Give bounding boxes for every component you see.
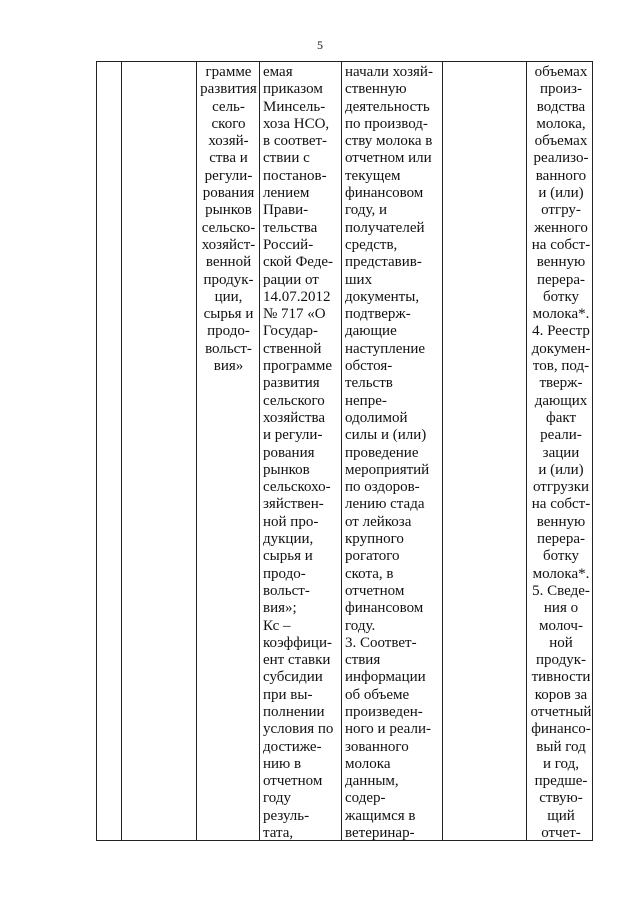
cell-text-line: отчет- bbox=[541, 825, 581, 842]
cell-text-line: ванного bbox=[535, 167, 587, 184]
cell-text-line: тата, bbox=[263, 825, 294, 842]
cell-text-line: Минсель- bbox=[263, 98, 326, 115]
cell-text-line: факт bbox=[545, 409, 577, 426]
cell-text-line: перера- bbox=[537, 271, 585, 288]
cell-text-line: мероприятий bbox=[345, 461, 430, 478]
cell-text-line: отчетном или bbox=[345, 150, 432, 167]
cell-text-line: продук- bbox=[535, 652, 586, 669]
column-7-text bbox=[530, 64, 592, 842]
cell-text-line: вия»; bbox=[263, 600, 297, 617]
cell-text-line: Государ- bbox=[263, 323, 319, 340]
cell-text-line: ствии с bbox=[263, 150, 310, 167]
cell-text-line: полнении bbox=[263, 703, 325, 720]
cell-text-line: ших bbox=[345, 271, 373, 288]
cell-text-line: финансовом bbox=[345, 600, 424, 617]
cell-text-line: ент ставки bbox=[263, 652, 331, 669]
cell-text-line: ственную bbox=[345, 81, 407, 98]
cell-text-line: сельско- bbox=[201, 219, 256, 236]
cell-text-line: резуль- bbox=[263, 807, 310, 824]
cell-text-line: на собст- bbox=[531, 236, 591, 253]
cell-text-line: сель- bbox=[212, 98, 245, 115]
cell-text-line: об объеме bbox=[345, 686, 410, 703]
cell-text-line: ственной bbox=[263, 340, 322, 357]
cell-text-line: ботку bbox=[542, 548, 580, 565]
table-column-6 bbox=[443, 62, 527, 840]
cell-text-line: подтверж- bbox=[345, 306, 411, 323]
cell-text-line: тов, под- bbox=[532, 358, 590, 375]
cell-text-line: молока bbox=[345, 755, 391, 772]
cell-text-line: на собст- bbox=[531, 496, 591, 513]
cell-text-line: дающих bbox=[534, 392, 588, 409]
cell-text-line: вольст- bbox=[263, 582, 310, 599]
cell-text-line: венную bbox=[536, 254, 586, 271]
cell-text-line: ствую- bbox=[539, 790, 583, 807]
cell-text-line: ского bbox=[211, 115, 246, 132]
cell-text-line: коров за bbox=[534, 686, 588, 703]
cell-text-line: рации от bbox=[263, 271, 319, 288]
column-5-text bbox=[345, 64, 440, 842]
cell-text-line: реализо- bbox=[533, 150, 589, 167]
cell-text-line: регули- bbox=[204, 167, 253, 184]
cell-text-line: зованного bbox=[345, 738, 409, 755]
table-column-5 bbox=[342, 62, 443, 840]
cell-text-line: году, и bbox=[345, 202, 388, 219]
cell-text-line: дающие bbox=[345, 323, 397, 340]
table-column-4 bbox=[260, 62, 342, 840]
cell-text-line: хозяйства bbox=[263, 409, 326, 426]
cell-text-line: объемах bbox=[534, 133, 588, 150]
cell-text-line: тверж- bbox=[539, 375, 583, 392]
cell-text-line: зации bbox=[542, 444, 580, 461]
page-number: 5 bbox=[317, 38, 323, 52]
cell-text-line: зяйствен- bbox=[263, 496, 324, 513]
cell-text-line: отгру- bbox=[541, 202, 581, 219]
column-3-text bbox=[200, 64, 257, 375]
cell-text-line: в соответ- bbox=[263, 133, 328, 150]
table-column-1 bbox=[97, 62, 122, 840]
table-column-7 bbox=[527, 62, 594, 840]
cell-text-line: и (или) bbox=[538, 185, 584, 202]
cell-text-line: рования bbox=[202, 185, 255, 202]
cell-text-line: водства bbox=[536, 98, 586, 115]
cell-text-line: отчетный bbox=[530, 703, 592, 720]
cell-text-line: содер- bbox=[345, 790, 386, 807]
cell-text-line: объемах bbox=[534, 64, 588, 80]
cell-text-line: деятельность bbox=[345, 98, 430, 115]
cell-text-line: данным, bbox=[345, 773, 399, 790]
cell-text-line: молоч- bbox=[539, 617, 583, 634]
cell-text-line: финансовом bbox=[345, 185, 424, 202]
cell-text-line: субсидии bbox=[263, 669, 323, 686]
cell-text-line: № 717 «О bbox=[263, 306, 326, 323]
cell-text-line: ботку bbox=[542, 288, 580, 305]
cell-text-line: отчетном bbox=[345, 582, 405, 599]
table-column-2 bbox=[122, 62, 197, 840]
cell-text-line: финансо- bbox=[531, 721, 591, 738]
cell-text-line: 14.07.2012 bbox=[263, 288, 331, 305]
cell-text-line: произведен- bbox=[345, 703, 423, 720]
cell-text-line: ства и bbox=[209, 150, 248, 167]
cell-text-line: и (или) bbox=[538, 461, 584, 478]
cell-text-line: скота, в bbox=[345, 565, 394, 582]
cell-text-line: вый год bbox=[536, 738, 586, 755]
column-4-text bbox=[263, 64, 339, 842]
cell-text-line: начали хозяй- bbox=[345, 64, 433, 80]
cell-text-line: произ- bbox=[540, 81, 582, 98]
cell-text-line: жащимся в bbox=[345, 807, 416, 824]
cell-text-line: лением bbox=[263, 185, 310, 202]
cell-text-line: ной про- bbox=[263, 513, 319, 530]
cell-text-line: ству молока в bbox=[345, 133, 433, 150]
cell-text-line: ной bbox=[549, 634, 573, 651]
cell-text-line: и год, bbox=[542, 755, 579, 772]
cell-text-line: развития bbox=[200, 81, 257, 98]
cell-text-line: по оздоров- bbox=[345, 479, 420, 496]
cell-text-line: текущем bbox=[345, 167, 401, 184]
cell-text-line: хозяйст- bbox=[201, 236, 256, 253]
cell-text-line: году. bbox=[345, 617, 376, 634]
cell-text-line: проведение bbox=[345, 444, 419, 461]
cell-text-line: грамме bbox=[205, 64, 252, 80]
cell-text-line: обстоя- bbox=[345, 358, 393, 375]
cell-text-line: средств, bbox=[345, 236, 398, 253]
cell-text-line: развития bbox=[263, 375, 320, 392]
cell-text-line: молока*. bbox=[532, 306, 590, 323]
cell-text-line: дукции, bbox=[263, 531, 314, 548]
cell-text-line: рынков bbox=[263, 461, 310, 478]
cell-text-line: емая bbox=[263, 64, 293, 80]
cell-text-line: реали- bbox=[540, 427, 582, 444]
cell-text-line: нию в bbox=[263, 755, 302, 772]
cell-text-line: представив- bbox=[345, 254, 422, 271]
cell-text-line: непре- bbox=[345, 392, 387, 409]
cell-text-line: перера- bbox=[537, 531, 585, 548]
cell-text-line: ствия bbox=[345, 652, 381, 669]
cell-text-line: и регули- bbox=[263, 427, 323, 444]
cell-text-line: рынков bbox=[205, 202, 252, 219]
cell-text-line: 3. Соответ- bbox=[345, 634, 417, 651]
cell-text-line: вия» bbox=[213, 358, 244, 375]
cell-text-line: тельств bbox=[345, 375, 393, 392]
cell-text-line: рогатого bbox=[345, 548, 400, 565]
cell-text-line: отчетном bbox=[263, 773, 323, 790]
cell-text-line: крупного bbox=[345, 531, 404, 548]
cell-text-line: постанов- bbox=[263, 167, 327, 184]
cell-text-line: Прави- bbox=[263, 202, 309, 219]
cell-text-line: хоза НСО, bbox=[263, 115, 330, 132]
cell-text-line: Кс – bbox=[263, 617, 291, 634]
cell-text-line: сельскохо- bbox=[263, 479, 331, 496]
cell-text-line: продо- bbox=[263, 565, 306, 582]
cell-text-line: предше- bbox=[534, 773, 588, 790]
cell-text-line: рования bbox=[263, 444, 315, 461]
cell-text-line: по производ- bbox=[345, 115, 428, 132]
cell-text-line: лению стада bbox=[345, 496, 425, 513]
cell-text-line: наступление bbox=[345, 340, 426, 357]
cell-text-line: тельства bbox=[263, 219, 318, 236]
cell-text-line: условия по bbox=[263, 721, 334, 738]
cell-text-line: продук- bbox=[203, 271, 254, 288]
cell-text-line: ветеринар- bbox=[345, 825, 415, 842]
cell-text-line: продо- bbox=[207, 323, 250, 340]
cell-text-line: коэффици- bbox=[263, 634, 332, 651]
cell-text-line: получателей bbox=[345, 219, 425, 236]
cell-text-line: ния о bbox=[543, 600, 579, 617]
cell-text-line: ного и реали- bbox=[345, 721, 431, 738]
cell-text-line: ции, bbox=[214, 288, 243, 305]
cell-text-line: тивности bbox=[531, 669, 591, 686]
cell-text-line: году bbox=[263, 790, 291, 807]
cell-text-line: сельского bbox=[263, 392, 325, 409]
cell-text-line: докумен- bbox=[531, 340, 591, 357]
cell-text-line: 4. Реестр bbox=[532, 323, 590, 340]
cell-text-line: информации bbox=[345, 669, 426, 686]
cell-text-line: молока*. bbox=[532, 565, 590, 582]
cell-text-line: 5. Сведе- bbox=[532, 582, 590, 599]
cell-text-line: ской Феде- bbox=[263, 254, 334, 271]
cell-text-line: Россий- bbox=[263, 236, 314, 253]
cell-text-line: сырья и bbox=[203, 306, 254, 323]
document-table bbox=[96, 61, 593, 841]
cell-text-line: венной bbox=[205, 254, 252, 271]
cell-text-line: достиже- bbox=[263, 738, 322, 755]
cell-text-line: при вы- bbox=[263, 686, 313, 703]
cell-text-line: отгрузки bbox=[532, 479, 590, 496]
cell-text-line: женного bbox=[534, 219, 588, 236]
table-column-3 bbox=[197, 62, 260, 840]
cell-text-line: приказом bbox=[263, 81, 323, 98]
cell-text-line: документы, bbox=[345, 288, 420, 305]
cell-text-line: щий bbox=[547, 807, 575, 824]
cell-text-line: хозяй- bbox=[208, 133, 249, 150]
cell-text-line: вольст- bbox=[205, 340, 252, 357]
cell-text-line: венную bbox=[536, 513, 586, 530]
cell-text-line: силы и (или) bbox=[345, 427, 427, 444]
cell-text-line: сырья и bbox=[263, 548, 313, 565]
cell-text-line: программе bbox=[263, 358, 332, 375]
cell-text-line: молока, bbox=[536, 115, 586, 132]
cell-text-line: от лейкоза bbox=[345, 513, 412, 530]
cell-text-line: одолимой bbox=[345, 409, 408, 426]
